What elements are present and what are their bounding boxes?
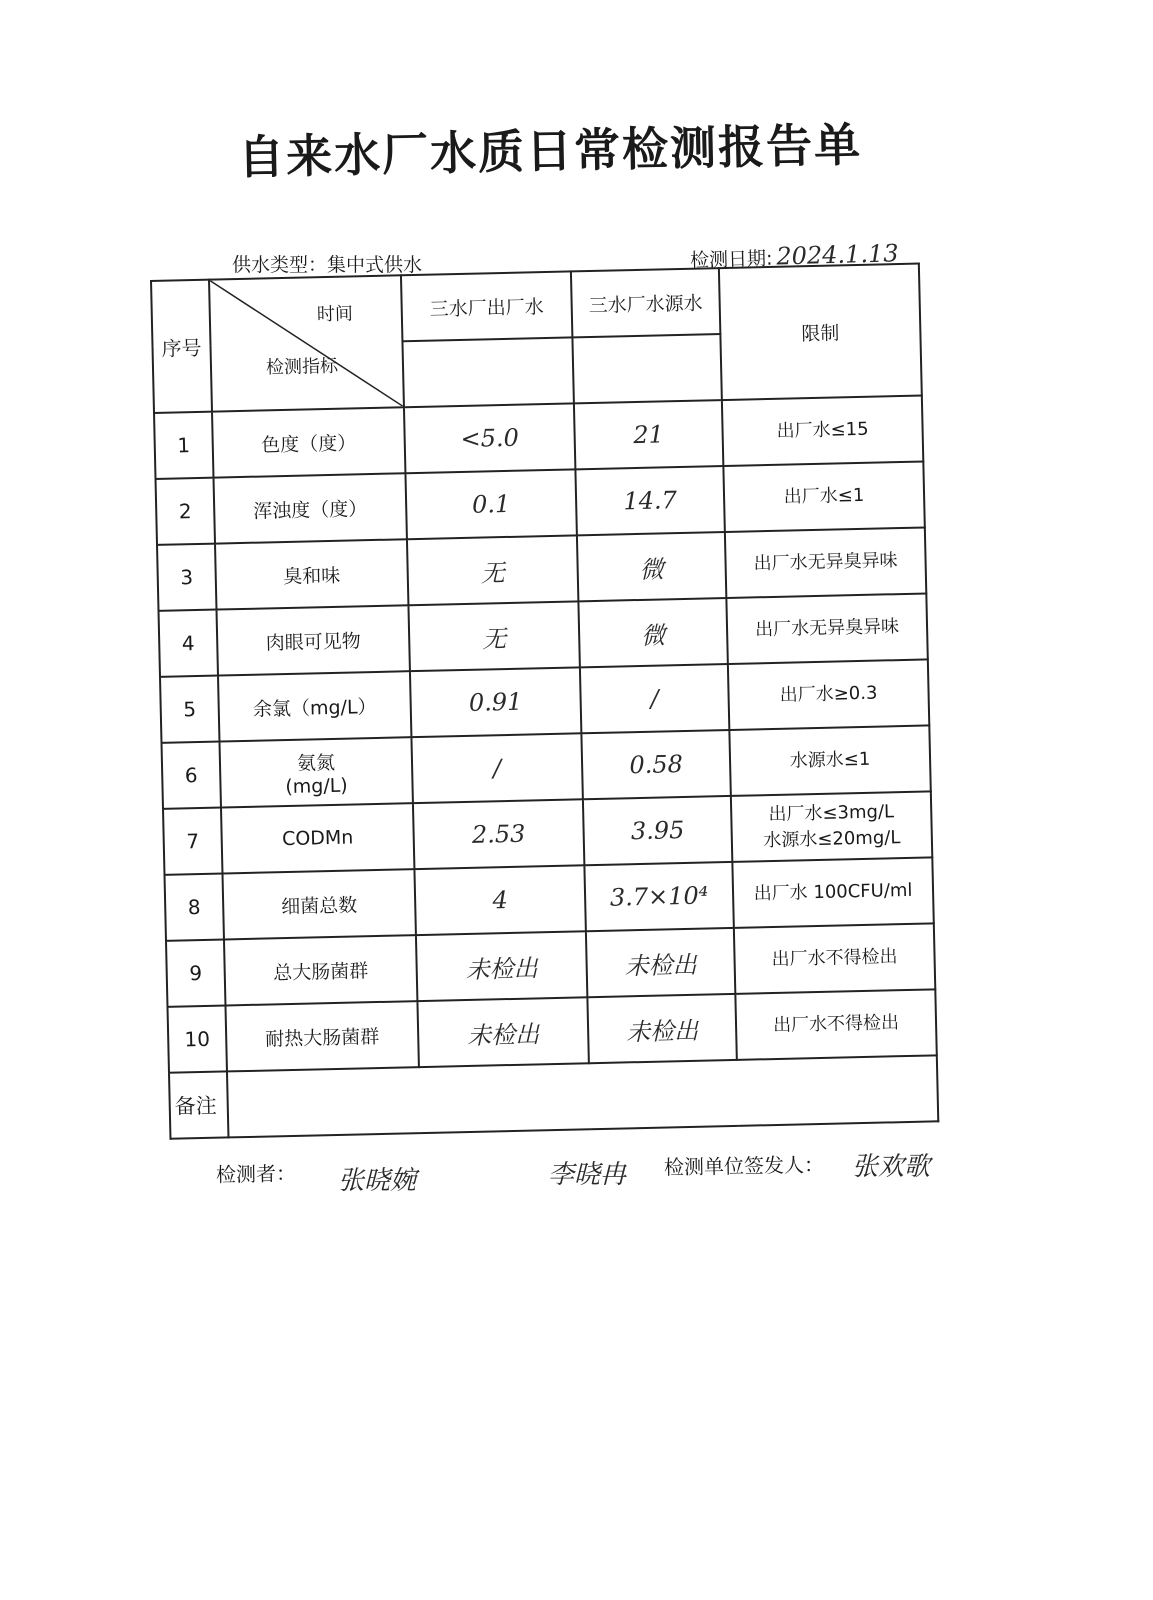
row-indicator: 耐热大肠菌群 — [225, 1001, 418, 1071]
row-limit: 出厂水不得检出 — [734, 923, 935, 994]
test-date-label: 检测日期: — [689, 247, 773, 272]
row-limit: 出厂水≤1 — [723, 462, 924, 533]
row-seq: 7 — [163, 808, 222, 875]
row-indicator-line2: (mg/L) — [285, 774, 348, 798]
header-indicator: 检测指标 — [265, 355, 339, 379]
header-time: 时间 — [316, 303, 354, 326]
row-value-source: / — [580, 664, 729, 733]
row-limit: 出厂水≤15 — [722, 396, 923, 467]
row-limit-line1: 出厂水≤3mg/L — [768, 801, 895, 826]
row-indicator: 肉眼可见物 — [216, 605, 409, 675]
row-value-outlet: 未检出 — [416, 931, 587, 1001]
header-limit: 限制 — [719, 264, 922, 401]
supply-type: 供水类型：集中式供水 — [232, 254, 423, 276]
row-value-source: 3.95 — [583, 796, 732, 865]
row-value-outlet: 未检出 — [417, 997, 588, 1067]
header-col2-blank — [572, 334, 721, 403]
issuer-signature: 张欢歌 — [852, 1152, 931, 1182]
row-limit: 出厂水无异臭异味 — [725, 527, 926, 598]
results-table — [150, 263, 939, 1140]
row-limit — [731, 791, 932, 862]
row-seq: 4 — [159, 610, 218, 677]
row-limit: 水源水≤1 — [729, 725, 930, 796]
row-value-source: 21 — [574, 400, 723, 469]
report-title: 自来水厂水质日常检测报告单 — [237, 117, 863, 185]
row-indicator: 余氯（mg/L） — [218, 671, 411, 741]
row-indicator: 总大肠菌群 — [224, 935, 417, 1005]
row-value-source: 微 — [578, 598, 727, 667]
row-value-source: 0.58 — [581, 730, 730, 799]
row-seq: 5 — [160, 676, 219, 743]
row-indicator-line1: 氨氮 — [296, 751, 336, 775]
row-value-outlet: 2.53 — [413, 799, 584, 869]
row-seq: 2 — [156, 478, 215, 545]
header-col1: 三水厂出厂水 — [401, 271, 572, 341]
row-value-source: 3.7×10⁴ — [584, 862, 733, 931]
row-indicator: 细菌总数 — [222, 869, 415, 939]
header-diagonal-cell — [209, 275, 404, 411]
row-seq: 3 — [157, 544, 216, 611]
test-date-value: 2024.1.13 — [776, 239, 899, 271]
row-seq: 9 — [166, 939, 225, 1006]
row-value-outlet: 无 — [407, 535, 578, 605]
row-indicator: CODMn — [221, 803, 414, 873]
results-table-wrapper — [150, 263, 937, 1140]
row-seq: 8 — [164, 874, 223, 941]
tester-signature-1: 张晓婉 — [338, 1166, 417, 1196]
tester-label: 检测者： — [215, 1161, 297, 1187]
row-limit: 出厂水无异臭异味 — [726, 593, 927, 664]
row-value-source: 微 — [577, 532, 726, 601]
row-value-source: 未检出 — [586, 928, 735, 997]
row-seq: 6 — [162, 742, 221, 809]
row-seq: 1 — [154, 412, 213, 479]
row-indicator: 色度（度） — [212, 407, 405, 477]
row-indicator: 浑浊度（度） — [213, 473, 406, 543]
row-limit: 出厂水 100CFU/ml — [732, 857, 933, 928]
row-seq: 10 — [167, 1005, 226, 1072]
row-value-outlet: 无 — [408, 601, 579, 671]
row-value-source: 14.7 — [575, 466, 724, 535]
header-seq: 序号 — [151, 280, 212, 413]
row-value-outlet: / — [411, 733, 582, 803]
row-value-outlet: 0.1 — [405, 469, 576, 539]
row-indicator — [219, 737, 412, 807]
row-limit: 出厂水不得检出 — [735, 989, 936, 1060]
row-limit: 出厂水≥0.3 — [728, 659, 929, 730]
row-limit-line2: 水源水≤20mg/L — [763, 827, 901, 852]
row-value-outlet: <5.0 — [404, 403, 575, 473]
tester-signature-2: 李晓冉 — [548, 1160, 627, 1190]
issuer-label: 检测单位签发人： — [663, 1152, 825, 1180]
diagonal-line — [210, 276, 403, 410]
row-indicator: 臭和味 — [215, 539, 408, 609]
row-value-source: 未检出 — [587, 994, 736, 1063]
notes-label: 备注 — [169, 1071, 228, 1138]
row-value-outlet: 0.91 — [410, 667, 581, 737]
row-value-outlet: 4 — [414, 865, 585, 935]
header-col1-blank — [402, 337, 573, 407]
header-col2: 三水厂水源水 — [571, 268, 720, 337]
